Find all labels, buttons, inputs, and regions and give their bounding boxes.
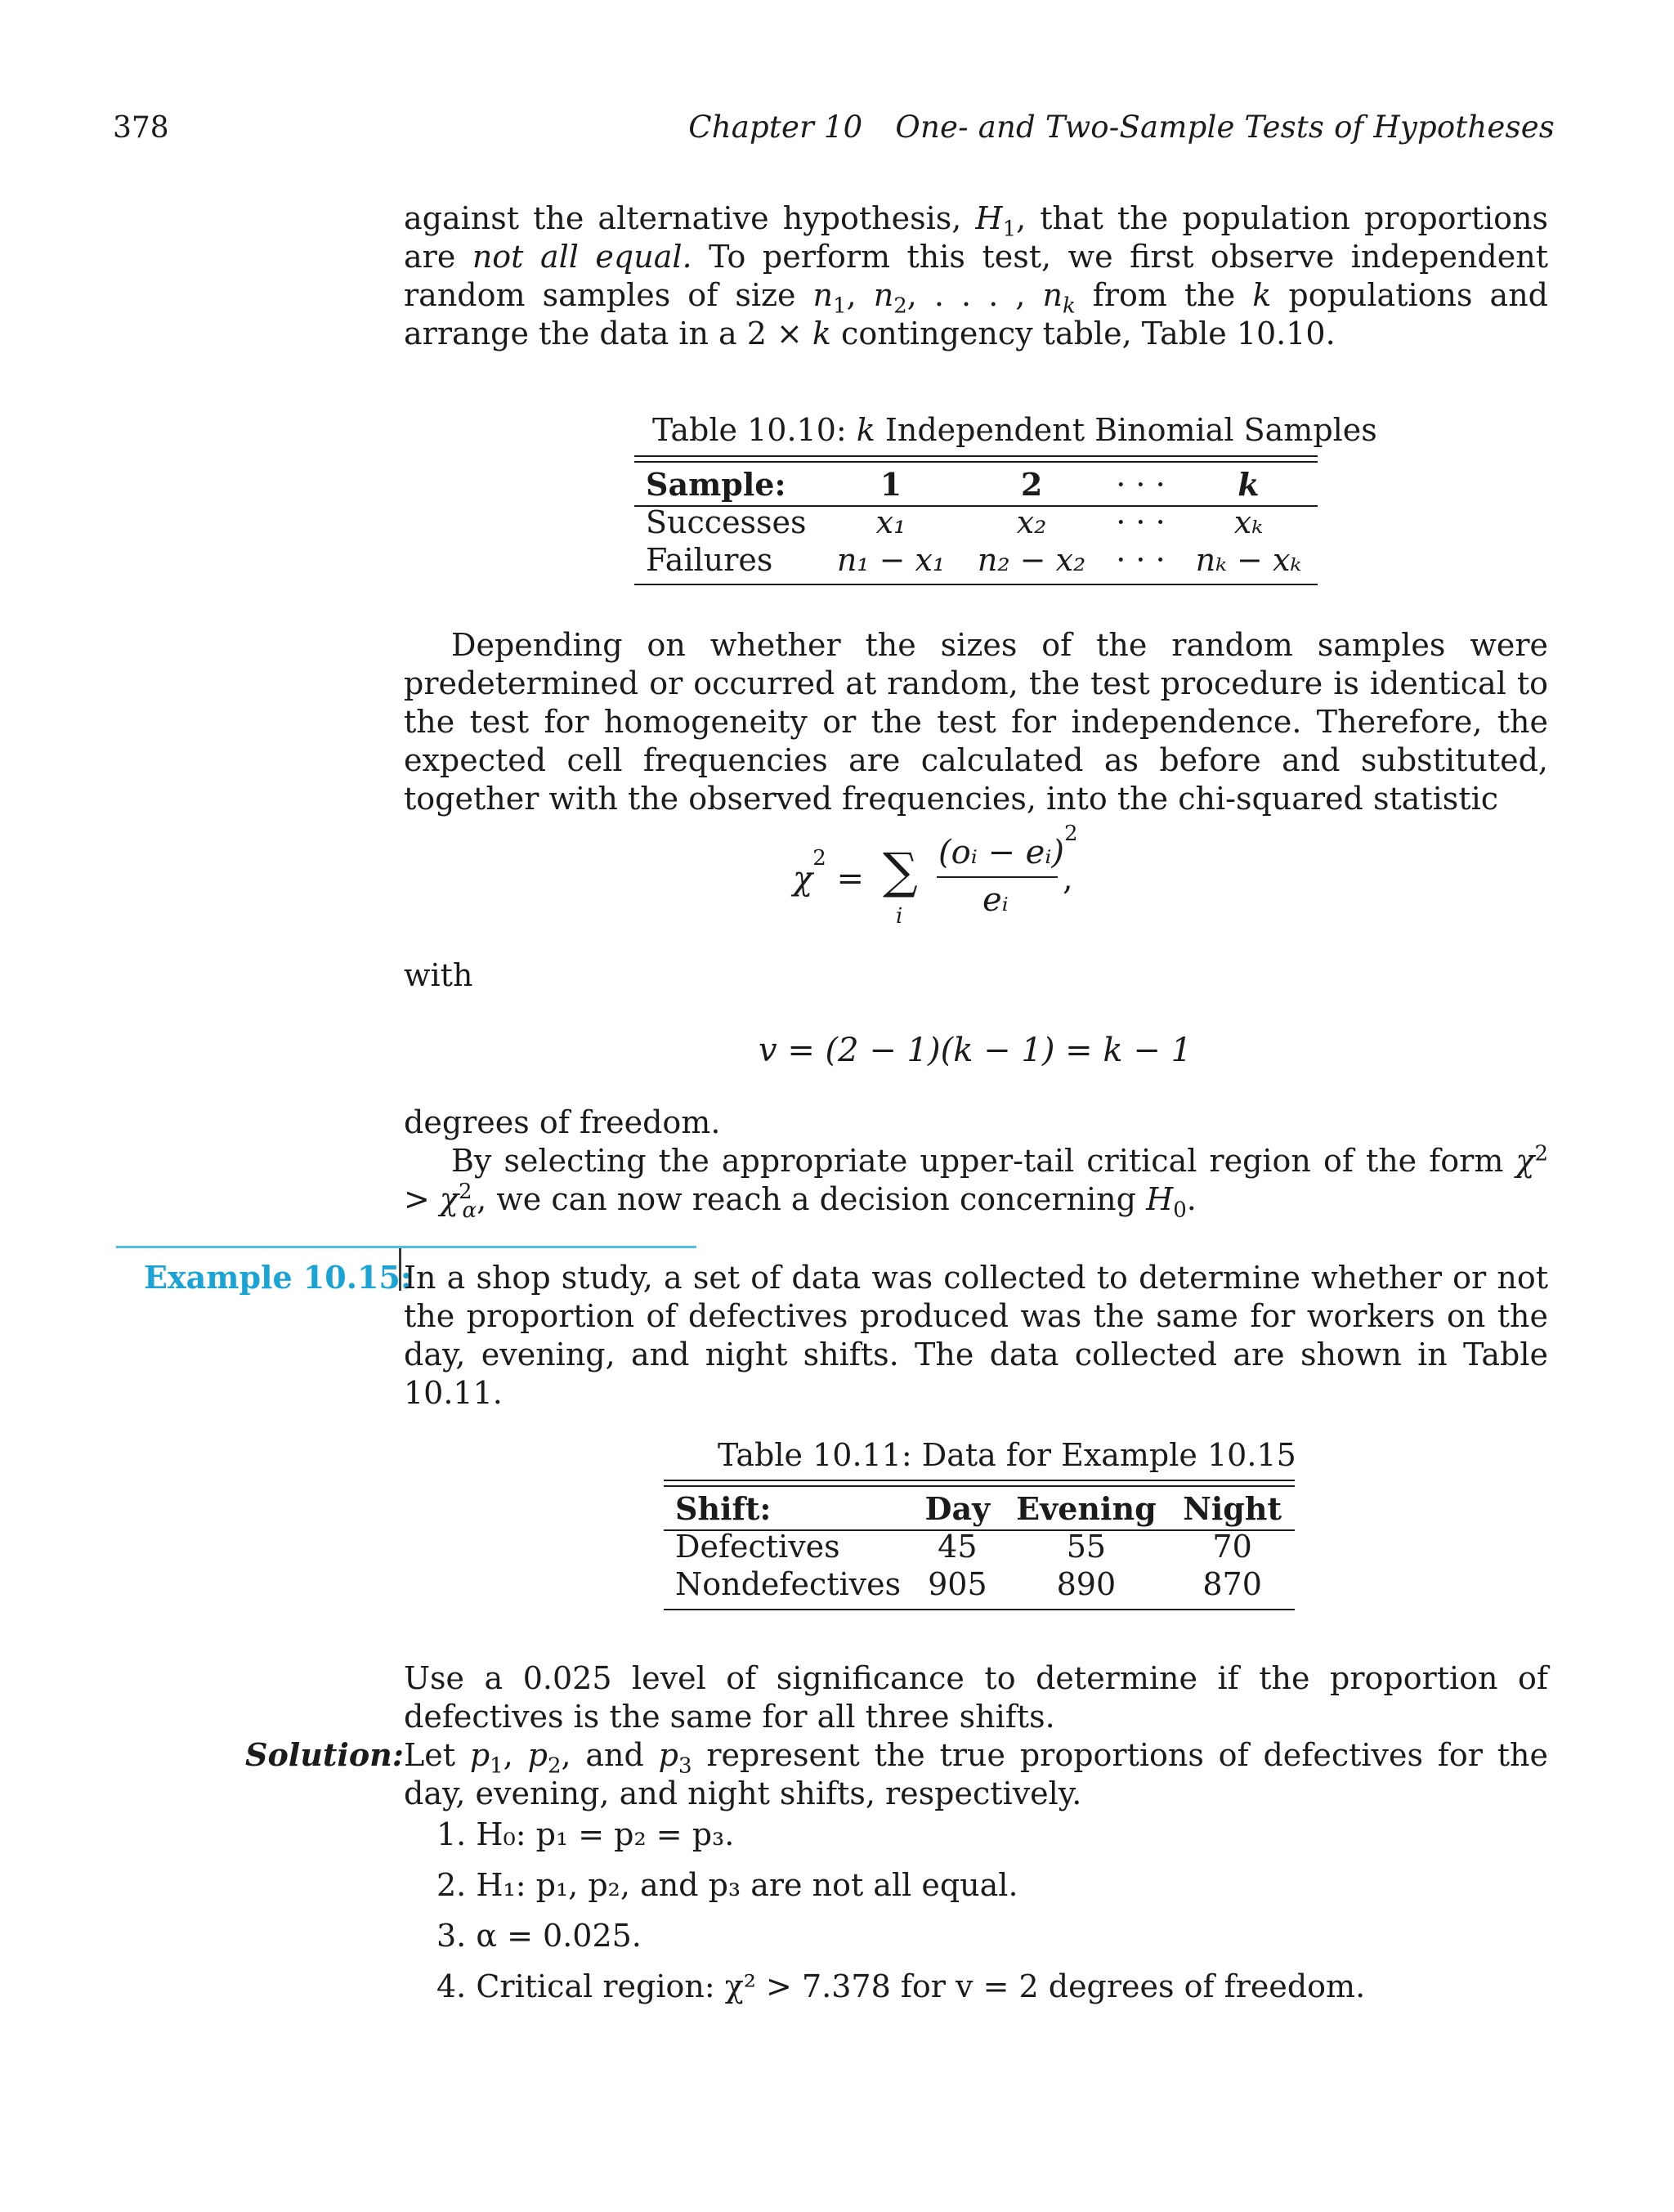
step-text: α = 0.025.: [476, 1918, 642, 1954]
degrees-of-freedom-equation: v = (2 − 1)(k − 1) = k − 1: [759, 1032, 1193, 1069]
table2-header-cell: Day: [924, 1490, 991, 1527]
table-10-10: [634, 466, 1318, 579]
table2-top-rule-b: [664, 1485, 1295, 1487]
list-item: [436, 1816, 734, 1852]
para3-text-1: By selecting the appropriate upper-tail critical region of the form: [451, 1143, 1516, 1179]
solution-text-2: represent the true proportions of defectives for the day, evening, and night shifts, respectively.: [404, 1737, 1548, 1811]
table1-header-cell: Sample:: [646, 466, 786, 503]
table2-cell: 870: [1202, 1566, 1262, 1602]
table1-caption-prefix: Table 10.10:: [652, 412, 857, 448]
table2-header-row: [664, 1490, 1295, 1528]
solution-label: Solution:: [245, 1736, 404, 1773]
table-row: [634, 504, 1318, 541]
table1-cell: n₁ − x₁: [836, 542, 946, 578]
para1-text-2: , that the population proportions are: [404, 200, 1548, 275]
table2-header-cell: Night: [1183, 1490, 1282, 1527]
table1-cell: n₂ − x₂: [977, 542, 1086, 578]
table1-header-cell: k: [1238, 466, 1260, 503]
table-row: [664, 1565, 1295, 1603]
table1-cell: nₖ − xₖ: [1195, 542, 1302, 578]
table2-cell: Defectives: [675, 1529, 840, 1565]
para2-text: Depending on whether the sizes of the random samples were predetermined or occurred at random, the test procedure is identical to the test for homogeneity or the test for independence. Therefore, the expected cell frequencies are calculated as before and substituted, together with the observed frequencies, into the chi-squared statistic: [404, 627, 1548, 817]
sum-symbol: ∑: [883, 843, 918, 900]
table1-top-rule-a: [634, 455, 1318, 457]
para1-text-6: contingency table, Table 10.10.: [830, 316, 1336, 352]
solution-text: Let $p_1$, $p_2$, and $p_3$ represent the true proportions of defectives for the day, evening, and night shifts, respectively.: [404, 1737, 1548, 1811]
table1-header-cell: 1: [880, 466, 902, 503]
table1-header-row: [634, 466, 1318, 504]
table1-bottom-rule: [634, 584, 1318, 585]
table2-cell: 890: [1056, 1566, 1117, 1602]
step-number: 4.: [436, 1968, 467, 2004]
table2-header-cell: Shift:: [675, 1490, 772, 1527]
para1-text-4: from the: [1075, 277, 1253, 313]
para1-text-1: against the alternative hypothesis,: [404, 200, 976, 236]
table2-cell: 70: [1212, 1529, 1252, 1565]
table-10-10-caption: [652, 412, 1377, 448]
table1-cell: Successes: [646, 504, 807, 540]
table-10-11-caption: Table 10.11: Data for Example 10.15: [718, 1437, 1296, 1473]
dof-text: degrees of freedom.: [404, 1104, 721, 1140]
list-item: [436, 1968, 1365, 2004]
procedure-paragraph: [404, 626, 1548, 818]
table1-header-cell: · · ·: [1116, 467, 1166, 503]
table1-cell: x₂: [1016, 504, 1047, 540]
chi-symbol: χ: [793, 860, 813, 898]
table2-cell: 55: [1066, 1529, 1107, 1565]
page-number: 378: [113, 111, 169, 145]
step-number: 1.: [436, 1816, 467, 1852]
step-text: Critical region: χ² > 7.378 for v = 2 degrees of freedom.: [476, 1968, 1366, 2004]
list-item: [436, 1918, 642, 1954]
fraction-bar: [937, 876, 1058, 878]
table2-top-rule-a: [664, 1480, 1295, 1481]
example-label: Example 10.15:: [144, 1259, 412, 1296]
table2-header-cell: Evening: [1016, 1490, 1157, 1527]
para1-emphasis: not all equal.: [472, 239, 692, 275]
table-10-11: [664, 1490, 1295, 1603]
table1-caption-suffix: Independent Binomial Samples: [875, 412, 1377, 448]
table2-cell: 45: [938, 1529, 978, 1565]
table1-top-rule-b: [634, 461, 1318, 463]
para1-text-3: To perform this test, we first observe independent random samples of size: [404, 239, 1548, 313]
step-text: H₀: p₁ = p₂ = p₃.: [476, 1816, 735, 1852]
table1-cell: x₁: [875, 504, 906, 540]
step-number: 2.: [436, 1867, 467, 1903]
table2-cell: 905: [928, 1566, 987, 1602]
running-head-title: One- and Two-Sample Tests of Hypotheses: [895, 110, 1555, 145]
chi-squared-equation: $\chi^2$ = ∑ i (oᵢ − eᵢ)$^2$ eᵢ ,: [793, 821, 1078, 929]
h1-symbol: H: [975, 200, 1003, 236]
dof-paragraph: degrees of freedom. By selecting the appropriate upper-tail critical region of the form $\chi^2 > \chi^2_\alpha$, we can now reach a decision concerning $H_0$.: [404, 1104, 1548, 1223]
fraction-numerator: (oᵢ − eᵢ)$^2$: [938, 821, 1078, 871]
solution-text-1: Let: [404, 1737, 470, 1773]
table-row: [634, 541, 1318, 579]
sum-index: i: [896, 904, 903, 929]
numerator-text: (oᵢ − eᵢ): [938, 834, 1065, 871]
table1-cell: xₖ: [1233, 504, 1264, 540]
table1-cell: · · ·: [1116, 542, 1166, 578]
list-item: [436, 1867, 1018, 1903]
para3-text-2: , we can now reach a decision concerning: [477, 1181, 1147, 1217]
para1-text-5: populations and arrange the data in a 2 ×: [404, 277, 1548, 352]
significance-paragraph: Use a 0.025 level of significance to determine if the proportion of defectives is the same for all three shifts.: [404, 1660, 1548, 1735]
running-head-chapter: Chapter 10: [688, 110, 863, 145]
example-divider: [116, 1246, 696, 1248]
table1-header-cell: 2: [1020, 466, 1043, 503]
table1-cell: Failures: [646, 542, 773, 578]
fraction-denominator: eᵢ: [982, 881, 1009, 919]
table1-caption-k: k: [856, 412, 875, 448]
step-text: H₁: p₁, p₂, and p₃ are not all equal.: [476, 1867, 1018, 1903]
running-head: [688, 110, 1555, 145]
table2-cell: Nondefectives: [675, 1566, 902, 1602]
table-row: [664, 1528, 1295, 1565]
step-number: 3.: [436, 1918, 467, 1954]
table1-cell: · · ·: [1116, 504, 1166, 540]
with-text: with: [404, 957, 473, 993]
table2-bottom-rule: [664, 1609, 1295, 1610]
intro-paragraph: against the alternative hypothesis, $H_1$, that the population proportions are not all equal. To perform this test, we first observe independent random samples of size $n_1$, $n_2$, . . . , $n_k$ from the k populations and arrange the data in a 2 × k contingency table, Table 10.10.: [404, 200, 1548, 352]
example-text: In a shop study, a set of data was collected to determine whether or not the proportion of defectives produced was the same for workers on the day, evening, and night shifts. The data collected are shown in Table 10.11.: [404, 1260, 1548, 1411]
